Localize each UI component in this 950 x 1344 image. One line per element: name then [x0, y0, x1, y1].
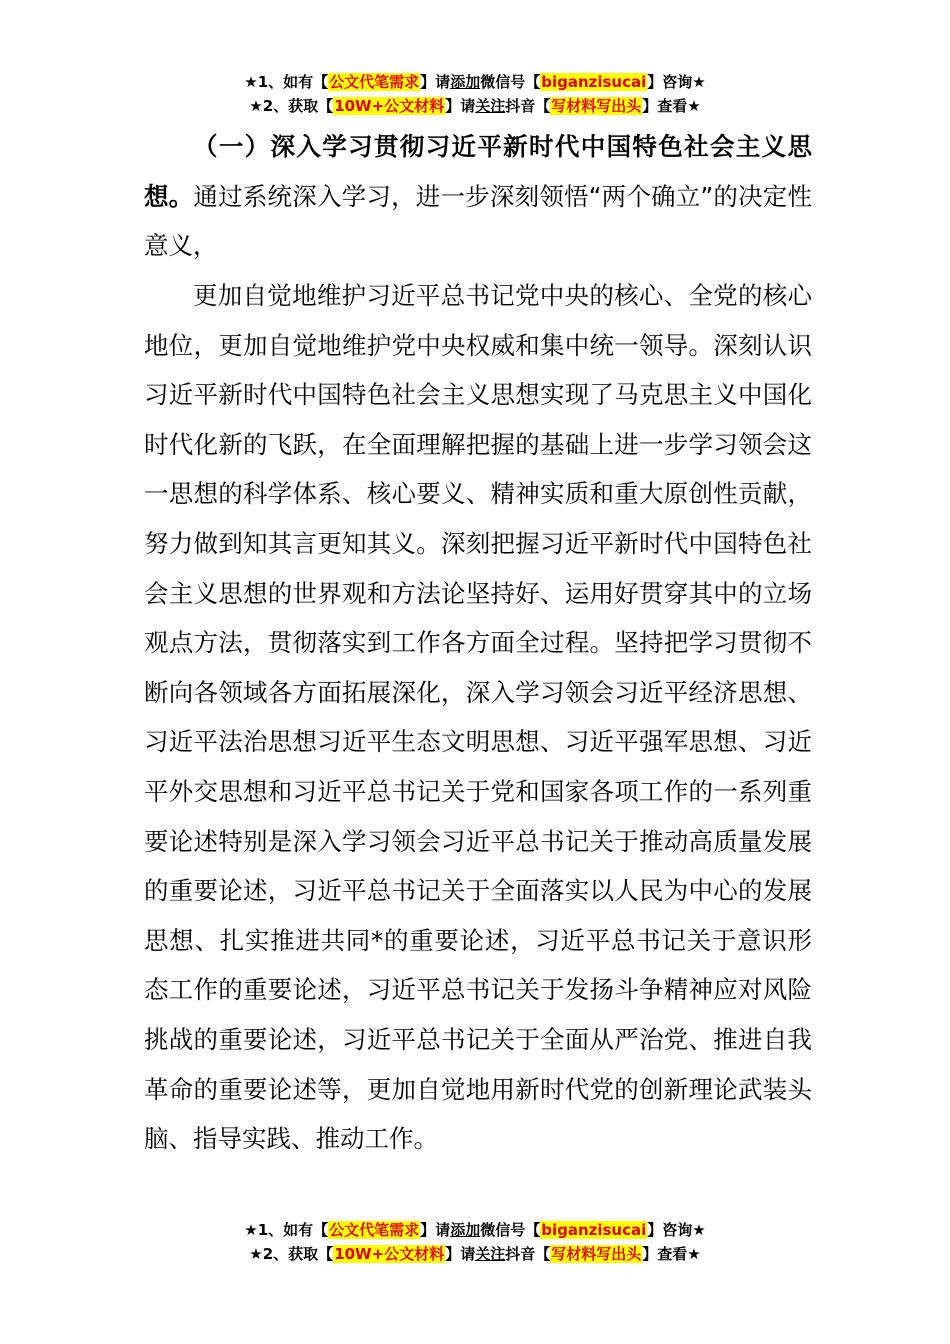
- banner-text: ★1、如有【: [244, 73, 329, 91]
- banner-underlined-text: 关注: [475, 97, 506, 115]
- banner-text: 】咨询★: [647, 1221, 706, 1239]
- banner-highlight-service: 公文代笔需求: [329, 1221, 420, 1239]
- banner-text: 】请: [420, 1221, 451, 1239]
- banner-text: 微信号【: [480, 73, 541, 91]
- banner-line-2: [0, 1242, 950, 1266]
- banner-text: 】请: [445, 1245, 476, 1263]
- banner-text: 】查看★: [642, 97, 701, 115]
- banner-text: ★2、获取【: [249, 97, 334, 115]
- banner-text: ★1、如有【: [244, 1221, 329, 1239]
- paragraph-heading: [144, 122, 812, 271]
- banner-text: 抖音【: [505, 97, 551, 115]
- banner-highlight-materials: 10W+公文材料: [334, 97, 445, 115]
- section-heading: （一）深入学习贯彻习近平新时代中国特色社会主义思想。: [144, 132, 812, 211]
- banner-highlight-douyin-id: 写材料写出头: [551, 97, 642, 115]
- banner-highlight-service: 公文代笔需求: [329, 73, 420, 91]
- banner-text: 】请: [420, 73, 451, 91]
- banner-text: ★2、获取【: [249, 1245, 334, 1263]
- banner-underlined-text: 关注: [475, 1245, 506, 1263]
- banner-line-2: [0, 94, 950, 118]
- banner-text: 】请: [445, 97, 476, 115]
- banner-highlight-wechat-id: biganzisucai: [541, 73, 647, 91]
- banner-text: 】查看★: [642, 1245, 701, 1263]
- header-banner: [0, 70, 950, 118]
- banner-line-1: [0, 70, 950, 94]
- banner-text: 】咨询★: [647, 73, 706, 91]
- banner-text: 微信号【: [480, 1221, 541, 1239]
- paragraph-body: 更加自觉地维护习近平总书记党中央的核心、全党的核心地位，更加自觉地维护党中央权威和集中统一领导。深刻认识习近平新时代中国特色社会主义思想实现了马克思主义中国化时代化新的飞跃，在全面理解把握的基础上进一步学习领会这一思想的科学体系、核心要义、精神实质和重大原创性贡献，努力做到知其言更知其义。深刻把握习近平新时代中国特色社会主义思想的世界观和方法论坚持好、运用好贯穿其中的立场观点方法，贯彻落实到工作各方面全过程。坚持把学习贯彻不断向各领域各方面拓展深化，深入学习领会习近平经济思想、习近平法治思想习近平生态文明思想、习近平强军思想、习近平外交思想和习近平总书记关于党和国家各项工作的一系列重要论述特别是深入学习领会习近平总书记关于推动高质量发展的重要论述，习近平总书记关于全面落实以人民为中心的发展思想、扎实推进共同*的重要论述，习近平总书记关于意识形态工作的重要论述，习近平总书记关于发扬斗争精神应对风险挑战的重要论述，习近平总书记关于全面从严治党、推进自我革命的重要论述等，更加自觉地用新时代党的创新理论武装头脑、指导实践、推动工作。: [144, 281, 812, 1154]
- paragraph-text: 通过系统深入学习，进一步深刻领悟“两个确立”的决定性意义，: [144, 181, 812, 261]
- banner-highlight-wechat-id: biganzisucai: [541, 1221, 647, 1239]
- banner-underlined-text: 添加: [450, 1221, 481, 1239]
- banner-text: 抖音【: [505, 1245, 551, 1263]
- banner-underlined-text: 添加: [450, 73, 481, 91]
- banner-line-1: [0, 1218, 950, 1242]
- banner-highlight-materials: 10W+公文材料: [334, 1245, 445, 1263]
- banner-highlight-douyin-id: 写材料写出头: [551, 1245, 642, 1263]
- footer-banner: [0, 1218, 950, 1266]
